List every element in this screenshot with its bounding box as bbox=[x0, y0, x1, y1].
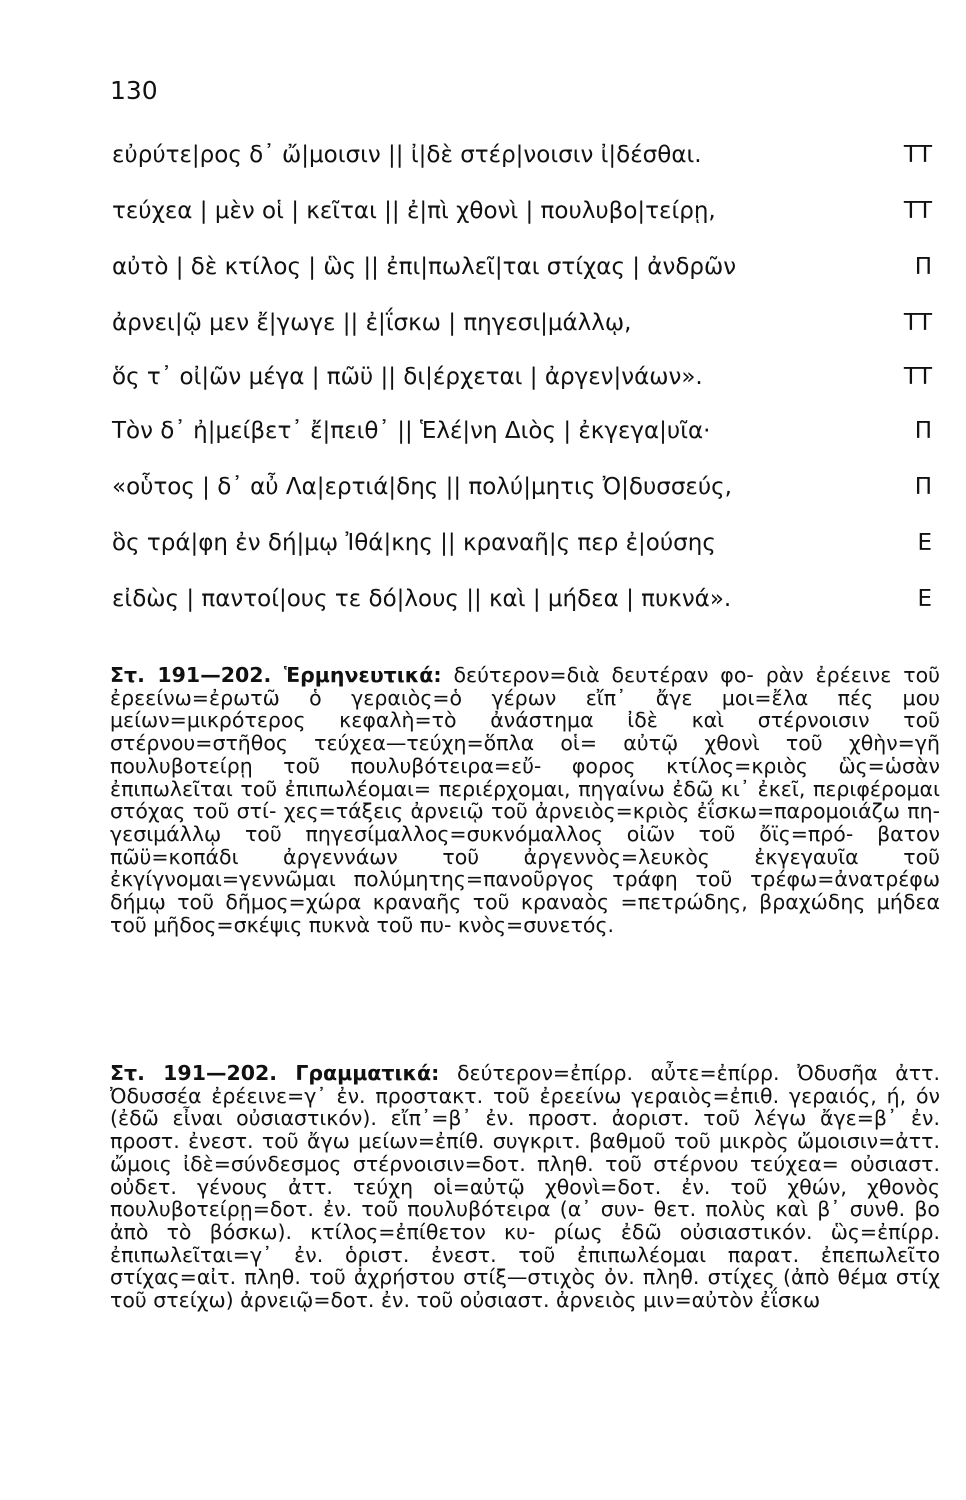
verse-text: εἰδὼς | παντοί|ους τε δό|λους || καὶ | μήδεα | πυκνά». bbox=[112, 586, 732, 612]
commentary-line: περιέρχομαι, πηγαίνω ἐδῶ κι᾽ ἐκεῖ, περιφέρομαι στόχας τοῦ στί- bbox=[110, 776, 940, 824]
verse-text: αὐτὸ | δὲ κτίλος | ὣς || ἐπι|πωλεῖ|ται στίχας | ἀνδρῶν bbox=[112, 254, 737, 280]
verse-line bbox=[112, 142, 932, 172]
commentary-line: κνὸς=συνετός. bbox=[457, 912, 615, 937]
meter-mark: ΤΤ bbox=[903, 142, 932, 168]
commentary-line: ἰδὲ=σύνδεσμος στέρνοισιν=δοτ. πληθ. τοῦ στέρνου τεύχεα= bbox=[183, 1151, 839, 1176]
commentary-line: χθών, χθονὸς πουλυβοτείρῃ=δοτ. ἐν. τοῦ πουλυβότειρα (α᾽ συν- bbox=[110, 1174, 940, 1222]
commentary-line: ἐνεστ. τοῦ ἐπιπωλέομαι παρατ. ἐπεπωλεῖτο στίχας=αἰτ. πληθ. bbox=[110, 1242, 940, 1290]
page-number: 130 bbox=[110, 76, 158, 105]
verse-text: ὃς τρά|φη ἐν δή|μῳ Ἰθά|κης || κραναῆ|ς περ ἐ|ούσης bbox=[112, 530, 716, 556]
commentary-line: =πετρώδης, βραχώδης μήδεα τοῦ μῆδος=σκέψις πυκνὰ τοῦ πυ- bbox=[110, 890, 940, 937]
commentary-line: τοῦ ἀχρήστου στίξ—στιχὸς ὀν. πληθ. στίχες (ἀπὸ θέμα στίχ τοῦ bbox=[110, 1265, 940, 1313]
verse-text: ὅς τ᾽ οἰ|ῶν μέγα | πῶϋ || δι|έρχεται | ἀργεν|νάων». bbox=[112, 364, 703, 390]
commentary-line: θετ. πολὺς καὶ β᾽ συνθ. βο ἀπὸ τὸ βόσκω). κτίλος=ἐπίθετον κυ- bbox=[110, 1197, 940, 1244]
verse-line bbox=[112, 198, 932, 228]
meter-mark: Π bbox=[914, 474, 932, 500]
commentary-line: τοῦ ἐκγίγνομαι=γεννῶμαι πολύμητης=πανοῦργος τράφη τοῦ bbox=[110, 844, 940, 892]
meter-mark: ΤΤ bbox=[903, 364, 932, 390]
verse-line bbox=[112, 364, 932, 394]
meter-mark: Π bbox=[914, 254, 932, 280]
verse-text: Τὸν δ᾽ ἠ|μείβετ᾽ ἔ|πειθ᾽ || Ἑλέ|νη Διὸς | ἐκγεγα|υῖα· bbox=[112, 418, 711, 444]
commentary-line: χες=τάξεις ἀρνειῷ τοῦ ἀρνειὸς=κριὸς ἐΐσκω=παρομοιάζω πη- bbox=[283, 799, 940, 824]
verse-line bbox=[112, 418, 932, 448]
commentary-line: βατον πῶϋ=κοπάδι ἀργεννάων τοῦ ἀργεννὸς=λευκὸς ἐκγεγαυῖα bbox=[110, 821, 940, 869]
meter-mark: Π bbox=[914, 418, 932, 444]
commentary-line: αὐτῷ χθονὶ τοῦ χθὴν=γῆ πουλυβοτείρῃ τοῦ πουλυβότειρα=εὔ- bbox=[110, 731, 940, 778]
verse-text: τεύχεα | μὲν οἱ | κεῖται || ἐ|πὶ χθονὶ | πουλυβο|τείρῃ, bbox=[112, 198, 716, 224]
commentary-line: Ὀδυσῆα ἀττ. Ὀδυσσέα ἐρέεινε=γ᾽ ἐν. προστακτ. τοῦ ἐρεείνω bbox=[110, 1061, 940, 1108]
commentary-line: γεσιμάλλῳ τοῦ πηγεσίμαλλος=συκνόμαλλος οἰῶν τοῦ ὄϊς=πρό- bbox=[110, 821, 854, 846]
commentary-line: μοι=ἔλα πές μου μείων=μικρότερος κεφαλὴ=τὸ ἀνάστημα ἰδὲ bbox=[110, 685, 940, 733]
verse-text: ἀρνει|ῷ μεν ἔ|γωγε || ἐ|ΐσκω | πηγεσι|μάλλῳ, bbox=[112, 310, 632, 336]
verse-text: «οὗτος | δ᾽ αὖ Λα|ερτιά|δης || πολύ|μητις Ὀ|δυσσεύς, bbox=[112, 474, 732, 500]
grammatika-section bbox=[110, 1062, 940, 1312]
verse-line bbox=[112, 254, 932, 284]
commentary-line: δεύτερον=ἐπίρρ. αὖτε=ἐπίρρ. bbox=[456, 1061, 780, 1085]
commentary-line: στείχω) ἀρνειῷ=δοτ. ἐν. τοῦ οὐσιαστ. ἀρνειὸς μιν=αὐτὸν ἐΐσκω bbox=[153, 1288, 821, 1313]
meter-mark: ΤΤ bbox=[903, 198, 932, 224]
commentary-line: φορος κτίλος=κριὸς ὣς=ὡσὰν ἐπιπωλεῖται τοῦ ἐπιπωλέομαι= bbox=[110, 753, 940, 801]
commentary-line: ρὰν ἐρέεινε τοῦ ἐρεείνω=ἐρωτῶ ὁ γεραιὸς=ὁ γέρων εἴπ᾽ ἄγε bbox=[110, 663, 940, 710]
hermeneutika-section bbox=[110, 664, 940, 936]
commentary-line: οὐσιαστ. οὐδετ. γένους ἀττ. τεύχη οἱ=αὐτῷ χθονὶ=δοτ. ἐν. τοῦ bbox=[110, 1151, 940, 1199]
verse-line bbox=[112, 474, 932, 504]
verse-line bbox=[112, 530, 932, 560]
commentary-line: ρίως ἐδῶ οὐσιαστικόν. ὣς=ἐπίρρ. ἐπιπωλεῖται=γ᾽ ἐν. ὁριστ. bbox=[110, 1219, 940, 1267]
commentary-line: δεύτερον=διὰ δευτέραν φο- bbox=[453, 663, 754, 687]
section-label: Στ. 191—202. Ἑρμηνευτικά: bbox=[110, 663, 442, 687]
meter-mark: ΤΤ bbox=[903, 310, 932, 336]
meter-mark: Ε bbox=[917, 586, 932, 612]
verse-line bbox=[112, 586, 932, 616]
verse-line bbox=[112, 310, 932, 340]
section-label: Στ. 191—202. Γραμματικά: bbox=[110, 1061, 440, 1085]
verse-text: εὐρύτε|ρος δ᾽ ὤ|μοισιν || ἰ|δὲ στέρ|νοισιν ἰ|δέσθαι. bbox=[112, 142, 702, 168]
commentary-line: τρέφω=ἀνατρέφω δήμῳ τοῦ δῆμος=χώρα κραναῆς τοῦ κραναὸς bbox=[110, 867, 940, 915]
commentary-line: ἐν. προστ. ἀοριστ. τοῦ λέγω ἄγε=β᾽ ἐν. προστ. ἐνεστ. τοῦ ἄγω bbox=[110, 1106, 940, 1154]
commentary-line: καὶ στέρνοισιν τοῦ στέρνου=στῆθος τεύχεα—τεύχη=ὅπλα οἱ= bbox=[110, 708, 940, 756]
meter-mark: Ε bbox=[917, 530, 932, 556]
commentary-line: μείων=ἐπίθ. συγκριτ. βαθμοῦ τοῦ μικρὸς ὤμοισιν=ἀττ. ὤμοις bbox=[110, 1129, 940, 1176]
commentary-line: γεραιὸς=ἐπιθ. γεραιός, ή, όν (ἐδῶ εἶναι οὐσιαστικόν). εἴπ᾽=β᾽ bbox=[110, 1083, 940, 1131]
